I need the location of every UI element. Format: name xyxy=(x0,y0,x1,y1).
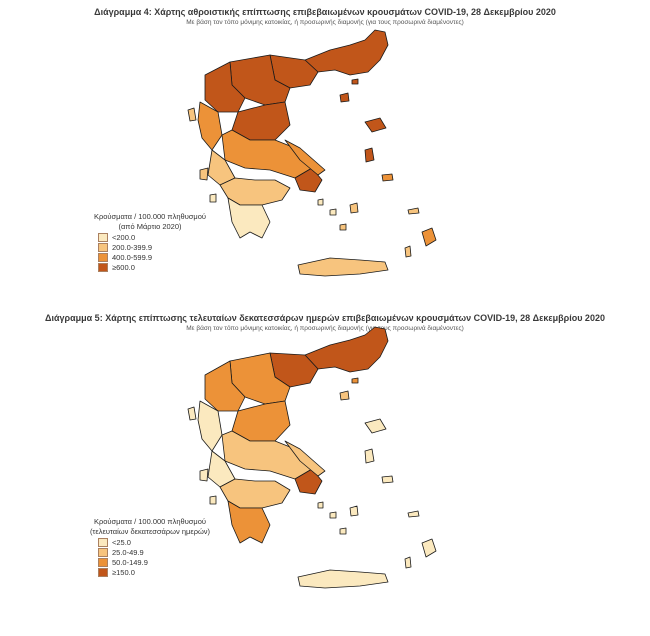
island-kos xyxy=(408,208,419,214)
map1-legend-subtitle: (από Μάρτιο 2020) xyxy=(118,222,182,231)
map2-regions xyxy=(198,327,388,543)
map2-legend-subtitle: (τελευταίων δεκατεσσάρων ημερών) xyxy=(89,527,211,536)
island-samos xyxy=(382,174,393,181)
island-rhodes xyxy=(422,539,436,557)
map2-legend-title: Κρούσματα / 100.000 πληθυσμού xyxy=(93,517,207,526)
island-samos xyxy=(382,476,393,483)
island-corfu xyxy=(188,108,196,121)
map2-subtitle: Με βάση τον τόπο μόνιμης κατοικίας, ή προσωρινής διαμονής (για τους προσωρινά διαμένοντες) xyxy=(186,325,464,332)
island-karpathos xyxy=(405,557,411,568)
island-cyclades-3 xyxy=(318,199,323,205)
island-kefalonia xyxy=(200,469,208,481)
island-chios xyxy=(365,148,374,162)
map-panel-14day xyxy=(0,305,650,636)
map2-title: Διάγραμμα 5: Χάρτης επίπτωσης τελευταίων δεκατεσσάρων ημερών επιβεβαιωμένων κρουσμάτων COVID-19, 28 Δεκεμβρίου 2020 xyxy=(45,313,605,323)
map2-legend-item: <25.0 xyxy=(98,537,240,547)
island-naxos xyxy=(350,203,358,213)
map2-legend-item: 25.0-49.9 xyxy=(98,547,240,557)
island-cyclades-3 xyxy=(318,502,323,508)
island-karpathos xyxy=(405,246,411,257)
region-thessaly xyxy=(232,401,290,441)
island-rhodes xyxy=(422,228,436,246)
map1-legend xyxy=(60,212,240,272)
island-naxos xyxy=(350,506,358,516)
island-samothrace xyxy=(352,79,358,84)
map1-regions xyxy=(198,30,388,238)
island-lemnos xyxy=(340,93,349,102)
map1-title: Διάγραμμα 4: Χάρτης αθροιστικής επίπτωσης επιβεβαιωμένων κρουσμάτων COVID-19, 28 Δεκεμβρίου 2020 xyxy=(94,7,556,17)
map1-legend-item: ≥600.0 xyxy=(98,262,240,272)
island-kefalonia xyxy=(200,168,208,180)
map1-subtitle: Με βάση τον τόπο μόνιμης κατοικίας, ή προσωρινής διαμονής (για τους προσωρινά διαμένοντες) xyxy=(186,19,464,26)
island-crete xyxy=(298,258,388,276)
map1-legend-title: Κρούσματα / 100.000 πληθυσμού xyxy=(93,212,207,221)
map1-legend-item: 400.0-599.9 xyxy=(98,252,240,262)
map1-legend-item: 200.0-399.9 xyxy=(98,242,240,252)
island-zakynthos xyxy=(210,194,216,202)
legend-swatch xyxy=(98,263,108,272)
island-cyclades-2 xyxy=(340,528,346,534)
legend-swatch xyxy=(98,233,108,242)
island-cyclades-1 xyxy=(330,209,336,215)
legend-swatch xyxy=(98,253,108,262)
legend-swatch xyxy=(98,538,108,547)
region-thrace xyxy=(305,327,388,372)
map2-greece-choropleth xyxy=(0,305,650,636)
region-thessaly xyxy=(232,102,290,140)
island-samothrace xyxy=(352,378,358,383)
legend-swatch xyxy=(98,568,108,577)
island-lemnos xyxy=(340,391,349,400)
island-zakynthos xyxy=(210,496,216,504)
island-lesvos xyxy=(365,419,386,433)
map1-legend-item: <200.0 xyxy=(98,232,240,242)
island-kos xyxy=(408,511,419,517)
legend-swatch xyxy=(98,243,108,252)
island-chios xyxy=(365,449,374,463)
map2-legend-item: 50.0-149.9 xyxy=(98,557,240,567)
island-corfu xyxy=(188,407,196,420)
island-crete xyxy=(298,570,388,588)
region-thrace xyxy=(305,30,388,75)
island-cyclades-2 xyxy=(340,224,346,230)
map-panel-cumulative xyxy=(0,0,650,300)
legend-swatch xyxy=(98,558,108,567)
island-cyclades-1 xyxy=(330,512,336,518)
map2-legend xyxy=(60,517,240,577)
legend-swatch xyxy=(98,548,108,557)
island-lesvos xyxy=(365,118,386,132)
map2-legend-item: ≥150.0 xyxy=(98,567,240,577)
